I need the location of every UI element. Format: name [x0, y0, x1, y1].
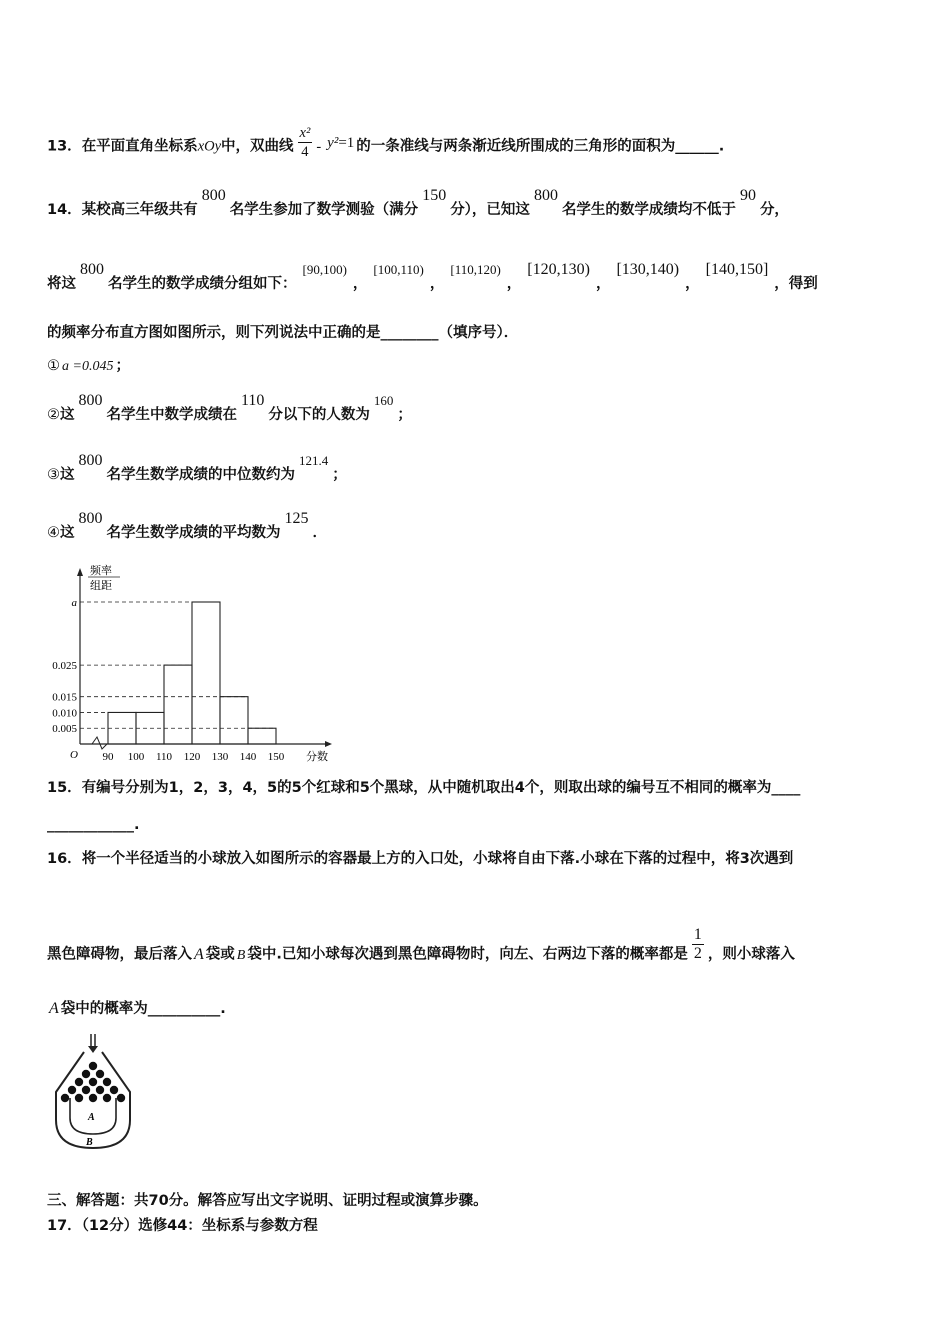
y-tick-label: a	[71, 597, 77, 609]
q13-frac-den: 4	[301, 144, 309, 160]
y-label-numerator: 频率	[90, 565, 112, 577]
q14-l1-e: 分，	[759, 202, 789, 218]
q14-opt3-end: ；	[332, 467, 347, 483]
q14-interval-4: [120,130)	[527, 261, 590, 278]
q13-eq: =1	[338, 134, 355, 151]
section3-title	[47, 1191, 488, 1211]
q14-opt4-n125: 125	[284, 510, 309, 527]
q14-n800-c: 800	[80, 261, 104, 278]
q14-l2-end: ，得到	[774, 276, 818, 292]
q15-text: 有编号分别为1，2，3，4，5的5个红球和5个黑球，从中随机取出4个，则取出球的编号互不相同的概率为	[81, 780, 772, 796]
q15-blank-1: ____	[771, 780, 801, 796]
x-axis-arrow	[325, 741, 332, 747]
x-axis-label: 分数	[306, 751, 328, 763]
q16-l3: 袋中的概率为	[60, 1001, 148, 1017]
q14-opt2-c: 分以下的人数为	[268, 407, 370, 423]
q14-opt3-n1214: 121.4	[299, 453, 329, 468]
x-tick-label: 130	[211, 751, 229, 763]
q16-number: 16．	[47, 851, 82, 867]
q14-opt4-n800: 800	[78, 510, 103, 527]
x-tick-label: 90	[102, 751, 114, 763]
q14-opt3-n800: 800	[78, 452, 103, 469]
q14-option-4	[47, 510, 327, 543]
q14-n90: 90	[739, 187, 756, 204]
q13-text-post: 的一条准线与两条渐近线所围成的三角形的面积为	[356, 138, 676, 155]
q13-blank: ______	[675, 138, 719, 155]
q16-blank: __________	[147, 1001, 221, 1017]
q15-line-1	[47, 778, 800, 798]
q14-n150: 150	[422, 187, 447, 204]
q14-number: 14．	[47, 202, 82, 218]
q16-fraction	[692, 926, 704, 963]
q16-frac-num: 1	[693, 926, 702, 943]
histogram-bar	[164, 665, 192, 744]
q14-interval-3: [110,120)	[450, 262, 501, 277]
y-tick-label: 0.005	[52, 723, 77, 736]
origin-label: O	[70, 749, 78, 761]
y-tick-label: 0.015	[52, 691, 77, 704]
q14-line-3	[47, 323, 518, 343]
obstacle-peg	[96, 1070, 104, 1078]
y-tick-label: 0.025	[52, 660, 77, 673]
q14-opt1-end: ；	[115, 358, 130, 374]
q14-l2-a: 将这	[47, 276, 76, 292]
q15-blank-2: ____________	[47, 817, 134, 833]
q14-opt2-n800: 800	[78, 392, 103, 409]
obstacle-peg	[96, 1086, 104, 1094]
histogram-bar	[220, 697, 248, 744]
obstacle-peg	[110, 1086, 118, 1094]
q16-l2-b: 袋或	[205, 946, 235, 963]
q13-y2: y²	[327, 134, 339, 151]
q14-l1-d: 名学生的数学成绩均不低于	[561, 202, 736, 218]
q13-fraction	[298, 124, 313, 161]
q14-opt1-expr: a =0.045	[62, 359, 114, 374]
q16-frac-den: 2	[693, 945, 702, 962]
q14-opt2-b: 名学生中数学成绩在	[106, 407, 237, 423]
obstacle-peg	[89, 1094, 97, 1102]
obstacle-peg	[117, 1094, 125, 1102]
obstacle-peg	[103, 1078, 111, 1086]
q14-interval-5: [130,140)	[616, 261, 680, 278]
q13-line	[47, 125, 725, 165]
q14-opt2-mark: ②	[47, 407, 60, 423]
q14-interval-6: [140,150]	[705, 261, 769, 278]
obstacle-peg	[89, 1062, 97, 1070]
q14-opt4-a: 这	[60, 525, 75, 541]
q14-option-3	[47, 452, 347, 485]
obstacle-peg	[61, 1094, 69, 1102]
q16-l2-a: 黑色障碍物，最后落入	[47, 946, 192, 963]
axis-break-mark	[92, 737, 107, 749]
q16-end: .	[220, 1001, 226, 1017]
q14-option-1	[47, 356, 130, 377]
q14-n800-b: 800	[533, 187, 558, 204]
x-tick-label: 100	[127, 751, 145, 763]
q14-opt3-b: 名学生数学成绩的中位数约为	[106, 467, 295, 483]
q14-opt3-mark: ③	[47, 467, 60, 483]
q16-line-1	[47, 849, 793, 869]
q13-frac-num: x²	[299, 125, 311, 141]
q16-l2-d: ，则小球落入	[707, 946, 795, 963]
q14-l3-end: （填序号）．	[438, 325, 519, 341]
x-tick-label: 120	[183, 751, 201, 763]
obstacle-peg	[75, 1094, 83, 1102]
q14-l1-b: 名学生参加了数学测验（满分	[229, 202, 419, 218]
x-tick-label: 140	[239, 751, 257, 763]
q16-line-2	[47, 926, 795, 973]
q14-opt2-n110: 110	[241, 392, 265, 409]
q16-l2-c: 袋中.已知小球每次遇到黑色障碍物时，向左、右两边下落的概率都是	[247, 946, 688, 963]
histogram-bar	[248, 728, 276, 744]
q14-opt3-a: 这	[60, 467, 75, 483]
q14-opt4-mark: ④	[47, 525, 60, 541]
q15-end: .	[134, 817, 140, 833]
obstacle-peg	[82, 1086, 90, 1094]
q16-l1: 将一个半径适当的小球放入如图所示的容器最上方的入口处，小球将自由下落.小球在下落的过程中，将3次遇到	[81, 851, 794, 867]
bag-A-label: A	[88, 1112, 95, 1123]
obstacle-peg	[75, 1078, 83, 1086]
q13-text-pre: 在平面直角坐标系	[81, 138, 198, 155]
q13-number: 13．	[47, 138, 82, 155]
q16-l3-A: A	[49, 1000, 59, 1017]
q14-interval-2: [100,110)	[373, 262, 424, 277]
obstacle-peg	[82, 1070, 90, 1078]
q14-l3: 的频率分布直方图如图所示，则下列说法中正确的是	[47, 325, 381, 341]
q16-A: A	[194, 945, 204, 963]
histogram-chart	[40, 560, 340, 770]
histogram-bar	[192, 602, 220, 744]
q14-opt2-a: 这	[60, 407, 75, 423]
section3-title-text: 三、解答题：共70分。解答应写出文字说明、证明过程或演算步骤。	[47, 1193, 488, 1209]
obstacle-peg	[89, 1078, 97, 1086]
q17-line	[47, 1216, 318, 1236]
y-tick-label: 0.010	[52, 707, 77, 720]
y-axis-arrow	[77, 568, 83, 576]
q14-line-1	[47, 187, 789, 220]
q16-B: B	[236, 947, 246, 963]
q15-line-2	[47, 815, 140, 835]
q14-sep-2: ，	[429, 276, 445, 292]
q13-text-mid: 中，双曲线	[221, 138, 294, 155]
obstacle-pegs	[61, 1062, 125, 1102]
q15-number: 15．	[47, 780, 82, 796]
galton-container-figure	[48, 1030, 148, 1155]
bag-B-label: B	[86, 1137, 93, 1148]
q14-l2-b: 名学生的数学成绩分组如下：	[108, 276, 297, 292]
q14-l3-blank: ________	[380, 325, 439, 341]
q13-end: .	[718, 138, 725, 155]
q17-text: 17．（12分）选修44：坐标系与参数方程	[47, 1218, 318, 1234]
q14-n800: 800	[201, 187, 226, 204]
q14-opt2-n160: 160	[373, 393, 394, 408]
q14-l1-a: 某校高三年级共有	[81, 202, 198, 218]
q14-sep-1: ，	[352, 276, 368, 292]
q13-coord: xOy	[197, 138, 222, 155]
q14-l1-c: 分），已知这	[450, 202, 530, 218]
obstacle-peg	[103, 1094, 111, 1102]
q13-minus: -	[316, 138, 322, 155]
q14-option-2	[47, 392, 412, 425]
q16-line-3	[47, 999, 226, 1019]
obstacle-peg	[68, 1086, 76, 1094]
y-label-denominator: 组距	[90, 580, 112, 592]
q14-opt1-mark: ①	[47, 358, 60, 374]
q14-opt2-end: ；	[397, 407, 412, 423]
q14-interval-1: [90,100)	[302, 262, 347, 277]
entry-arrow-icon	[88, 1034, 98, 1053]
x-tick-label: 150	[267, 751, 285, 763]
q14-sep-5: ，	[685, 276, 700, 292]
q14-sep-3: ，	[506, 276, 522, 292]
q14-opt4-end: ．	[312, 525, 327, 541]
q14-sep-4: ，	[595, 276, 611, 292]
x-tick-label: 110	[155, 751, 173, 763]
q14-line-2	[47, 261, 818, 294]
q14-opt4-b: 名学生数学成绩的平均数为	[106, 525, 281, 541]
